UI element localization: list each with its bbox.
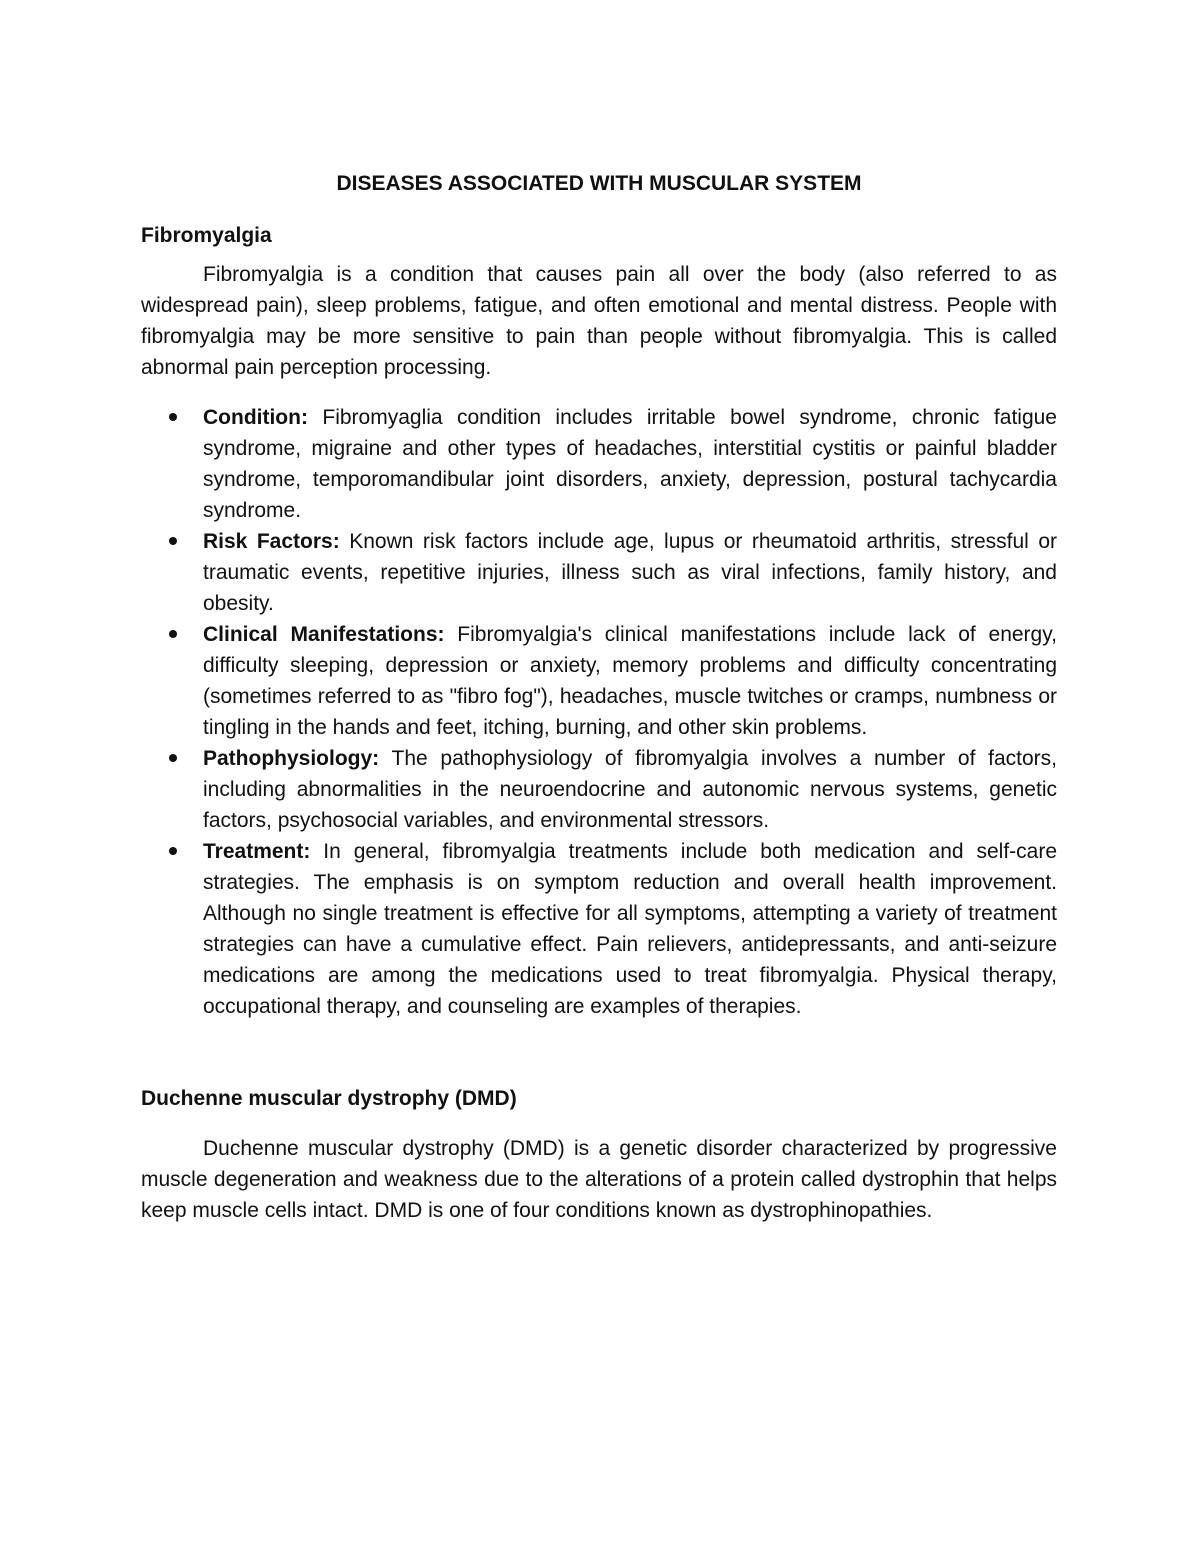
bullet-risk-factors	[141, 526, 1057, 619]
bullet-condition	[141, 402, 1057, 526]
bullet-label-pathophysiology: Pathophysiology:	[203, 747, 380, 770]
bullet-text-pathophysiology: The pathophysiology of fibromyalgia involves a number of factors, including abnormalities in the neuroendocrine and autonomic nervous systems, genetic factors, psychosocial variables, and environmental stressors.	[203, 747, 1057, 832]
paragraph-fibromyalgia-intro: Fibromyalgia is a condition that causes pain all over the body (also referred to as widespread pain), sleep problems, fatigue, and often emotional and mental distress. People with fibromyalgia may be more sensitive to pain than people without fibromyalgia. This is called abnormal pain perception processing.	[141, 263, 1057, 379]
bullet-label-clinical-manifestations: Clinical Manifestations:	[203, 623, 445, 646]
section-heading-dmd: Duchenne muscular dystrophy (DMD)	[141, 1087, 517, 1110]
bullet-dot-icon	[169, 630, 177, 638]
bullet-text-condition: Fibromyaglia condition includes irritable bowel syndrome, chronic fatigue syndrome, migraine and other types of headaches, interstitial cystitis or painful bladder syndrome, temporomandibular joint disorders, anxiety, depression, postural tachycardia syndrome.	[203, 406, 1057, 522]
fibromyalgia-bullet-list	[141, 402, 1057, 1022]
bullet-text-treatment: In general, fibromyalgia treatments include both medication and self-care strategies. The emphasis is on symptom reduction and overall health improvement. Although no single treatment is effective for all symptoms, attempting a variety of treatment strategies can have a cumulative effect. Pain relievers, antidepressants, and anti-seizure medications are among the medications used to treat fibromyalgia. Physical therapy, occupational therapy, and counseling are examples of therapies.	[203, 840, 1057, 1018]
bullet-text-risk-factors: Known risk factors include age, lupus or rheumatoid arthritis, stressful or traumatic events, repetitive injuries, illness such as viral infections, family history, and obesity.	[203, 530, 1058, 615]
bullet-dot-icon	[169, 847, 177, 855]
bullet-dot-icon	[169, 413, 177, 421]
document-title: DISEASES ASSOCIATED WITH MUSCULAR SYSTEM	[336, 172, 862, 195]
bullet-dot-icon	[169, 537, 177, 545]
document-content	[141, 168, 1057, 1226]
paragraph-dmd-intro: Duchenne muscular dystrophy (DMD) is a genetic disorder characterized by progressive muscle degeneration and weakness due to the alterations of a protein called dystrophin that helps keep muscle cells intact. DMD is one of four conditions known as dystrophinopathies.	[141, 1137, 1057, 1222]
section-heading-fibromyalgia: Fibromyalgia	[141, 224, 272, 247]
bullet-dot-icon	[169, 754, 177, 762]
bullet-clinical-manifestations	[141, 619, 1057, 743]
bullet-label-risk-factors: Risk Factors:	[203, 530, 340, 553]
bullet-text-clinical-manifestations: Fibromyalgia's clinical manifestations include lack of energy, difficulty sleeping, depression or anxiety, memory problems and difficulty concentrating (sometimes referred to as "fibro fog"), headaches, muscle twitches or cramps, numbness or tingling in the hands and feet, itching, burning, and other skin problems.	[203, 623, 1058, 739]
bullet-treatment	[141, 836, 1057, 1022]
bullet-pathophysiology	[141, 743, 1057, 836]
bullet-label-treatment: Treatment:	[203, 840, 311, 863]
bullet-label-condition: Condition:	[203, 406, 308, 429]
